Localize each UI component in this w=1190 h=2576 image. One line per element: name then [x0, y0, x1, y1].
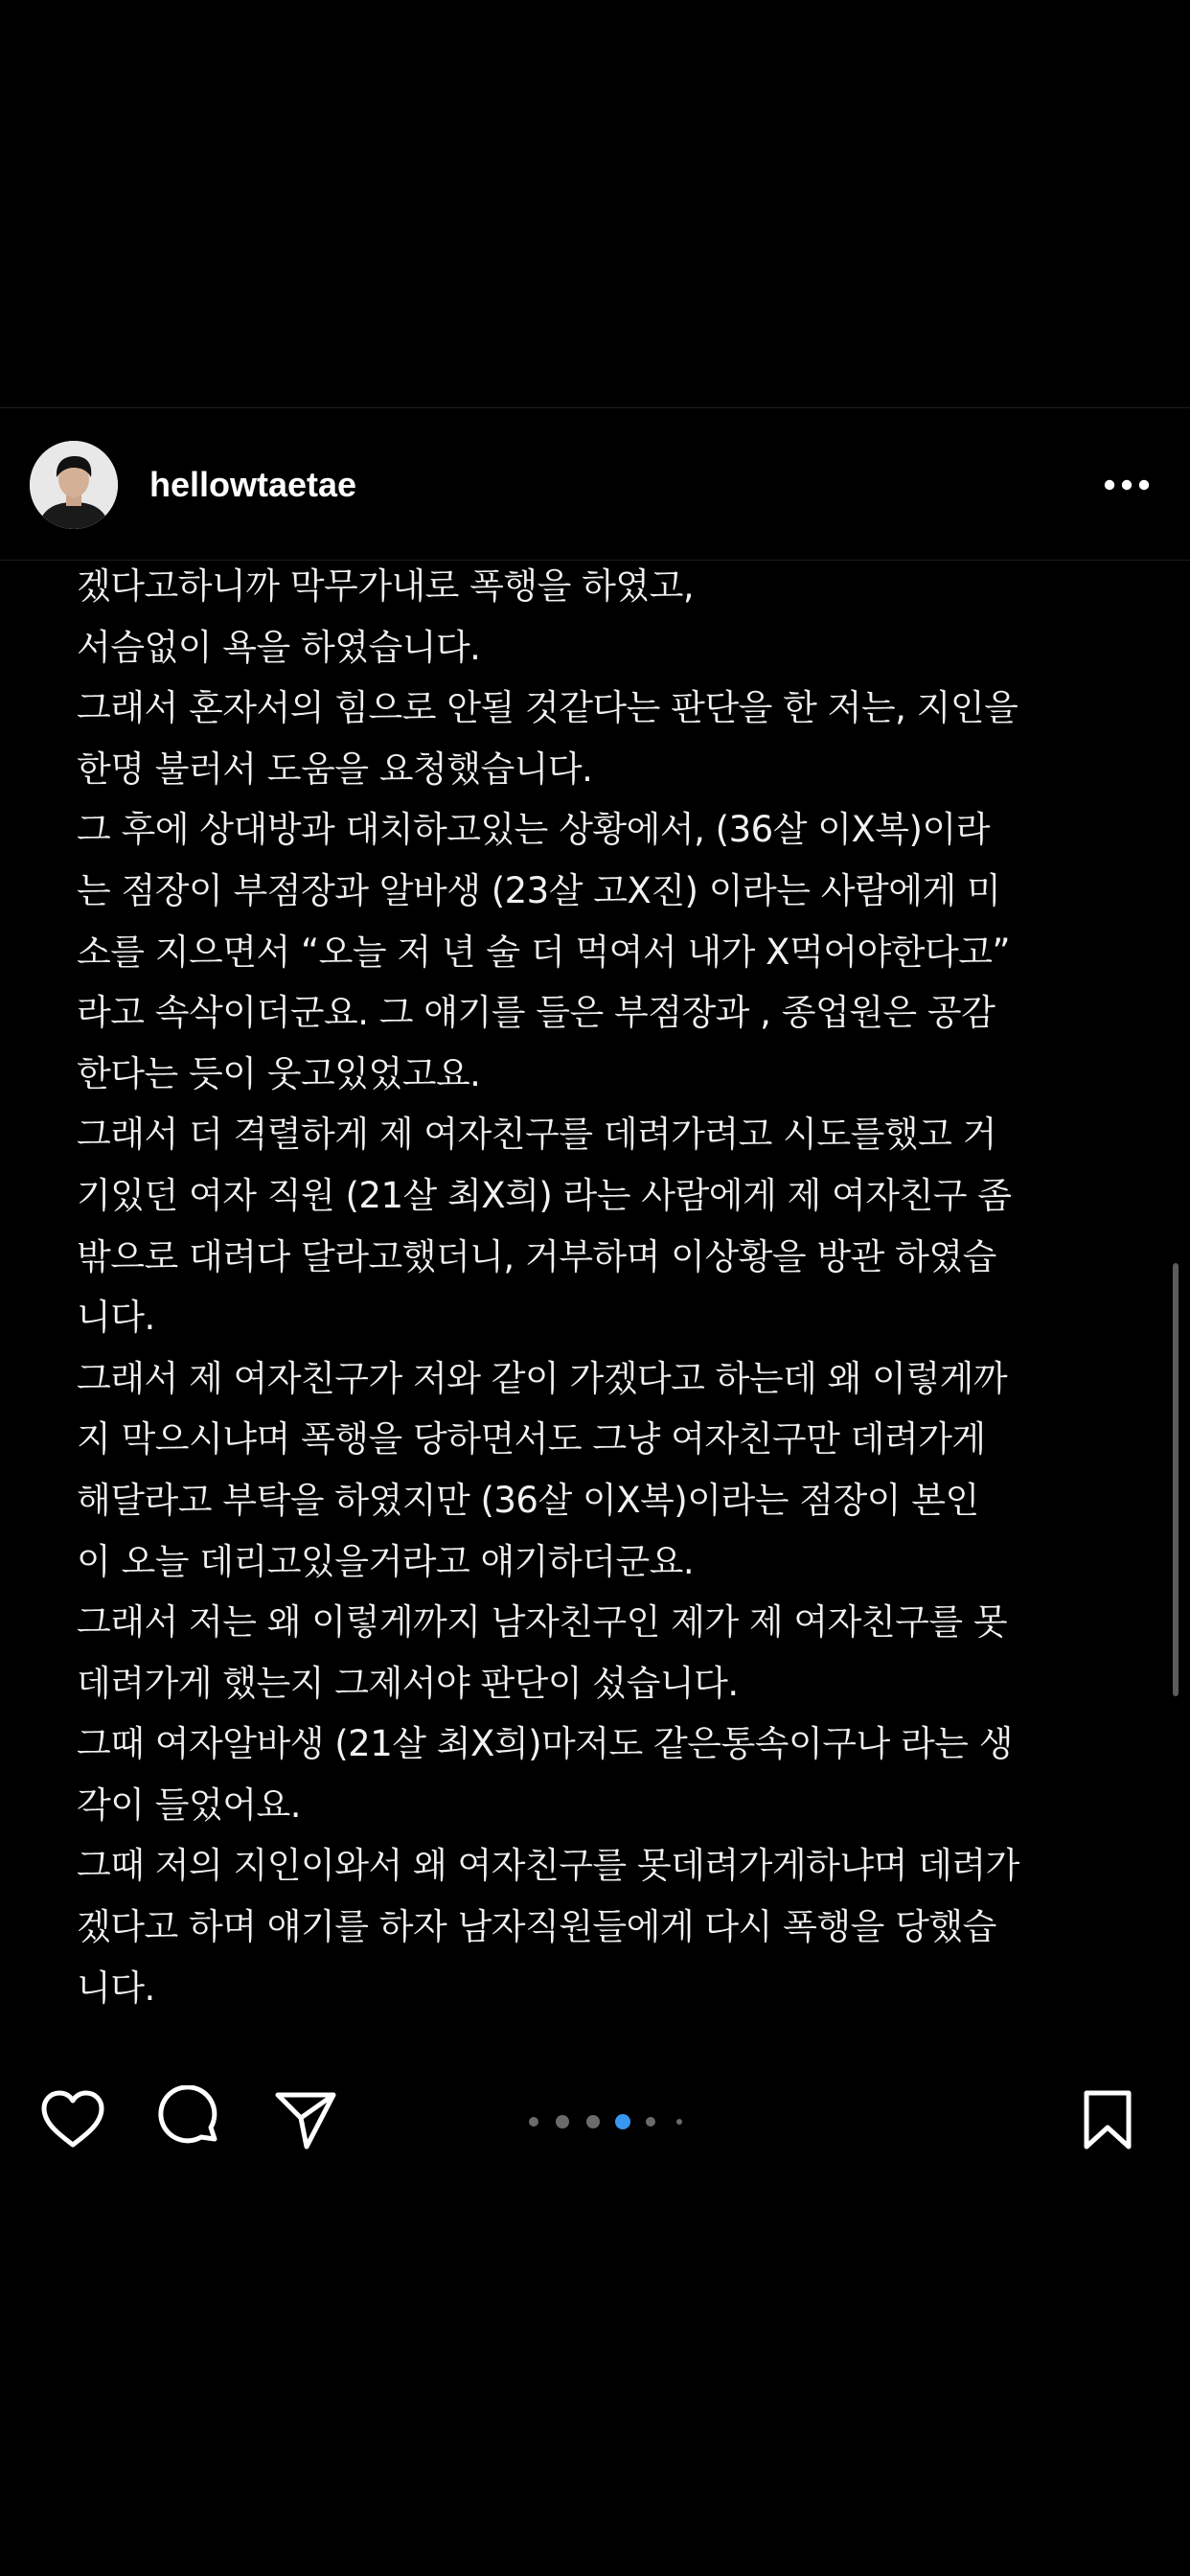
profile-photo-icon [30, 441, 118, 529]
caption-line: 그래서 저는 왜 이렇게까지 남자친구인 제가 제 여자친구를 못 [77, 1601, 1008, 1644]
carousel-dot-active [615, 2114, 630, 2129]
post-caption [77, 556, 1121, 2062]
caption-line: 서슴없이 욕을 하였습니다. [77, 626, 481, 668]
caption-line: 그 후에 상대방과 대치하고있는 상황에서, (36살 이X복)이라 [77, 809, 990, 851]
caption-line: 그래서 제 여자친구가 저와 같이 가겠다고 하는데 왜 이렇게까 [77, 1357, 1008, 1399]
caption-line: 해달라고 부탁을 하였지만 (36살 이X복)이라는 점장이 본인 [77, 1479, 979, 1521]
caption-line: 겠다고하니까 막무가내로 폭행을 하였고, [77, 565, 695, 607]
carousel-indicator [529, 2112, 692, 2129]
caption-line: 라고 속삭이더군요. 그 얘기를 들은 부점장과 , 종업원은 공감 [77, 992, 995, 1034]
post-header [0, 407, 1190, 561]
send-icon[interactable] [270, 2085, 339, 2154]
caption-line: 한명 불러서 도움을 요청했습니다. [77, 748, 593, 790]
avatar[interactable] [30, 441, 118, 529]
username[interactable]: hellowtaetae [149, 465, 357, 504]
carousel-dot [556, 2115, 569, 2128]
carousel-dot [676, 2119, 682, 2125]
caption-line: 그때 저의 지인이와서 왜 여자친구를 못데려가게하냐며 데려가 [77, 1845, 1019, 1887]
caption-line: 이 오늘 데리고있을거라고 얘기하더군요. [77, 1540, 695, 1582]
caption-line: 기있던 여자 직원 (21살 최X희) 라는 사람에게 제 여자친구 좀 [77, 1174, 1012, 1216]
caption-line: 겠다고 하며 얘기를 하자 남자직원들에게 다시 폭행을 당했습 [77, 1906, 996, 1948]
caption-line: 지 막으시냐며 폭행을 당하면서도 그냥 여자친구만 데려가게 [77, 1418, 986, 1460]
carousel-dot [529, 2117, 538, 2127]
caption-line: 소를 지으면서 “오늘 저 년 술 더 먹여서 내가 X먹어야한다고” [77, 931, 1011, 973]
caption-line: 그래서 혼자서의 힘으로 안될 것같다는 판단을 한 저는, 지인을 [77, 687, 1018, 729]
scrollbar[interactable] [1173, 1263, 1179, 1696]
bookmark-icon[interactable] [1073, 2085, 1142, 2154]
caption-line: 그때 여자알바생 (21살 최X희)마저도 같은통속이구나 라는 생 [77, 1723, 1013, 1765]
caption-line: 니다. [77, 1966, 155, 2009]
heart-icon[interactable] [38, 2085, 107, 2154]
action-bar [0, 2070, 1190, 2166]
caption-line: 는 점장이 부점장과 알바생 (23살 고X진) 이라는 사람에게 미 [77, 869, 1001, 911]
caption-line: 니다. [77, 1297, 155, 1339]
caption-line: 밖으로 대려다 달라고했더니, 거부하며 이상황을 방관 하였습 [77, 1235, 996, 1277]
caption-line: 데려가게 했는지 그제서야 판단이 섰습니다. [77, 1662, 739, 1704]
carousel-dot [646, 2117, 655, 2127]
caption-line: 한다는 듯이 웃고있었고요. [77, 1052, 481, 1094]
ellipsis-icon[interactable] [1102, 468, 1152, 502]
comment-icon[interactable] [155, 2085, 224, 2154]
carousel-dot [586, 2115, 600, 2128]
caption-line: 그래서 더 격렬하게 제 여자친구를 데려가려고 시도를했고 거 [77, 1114, 996, 1156]
caption-line: 각이 들었어요. [77, 1783, 301, 1826]
